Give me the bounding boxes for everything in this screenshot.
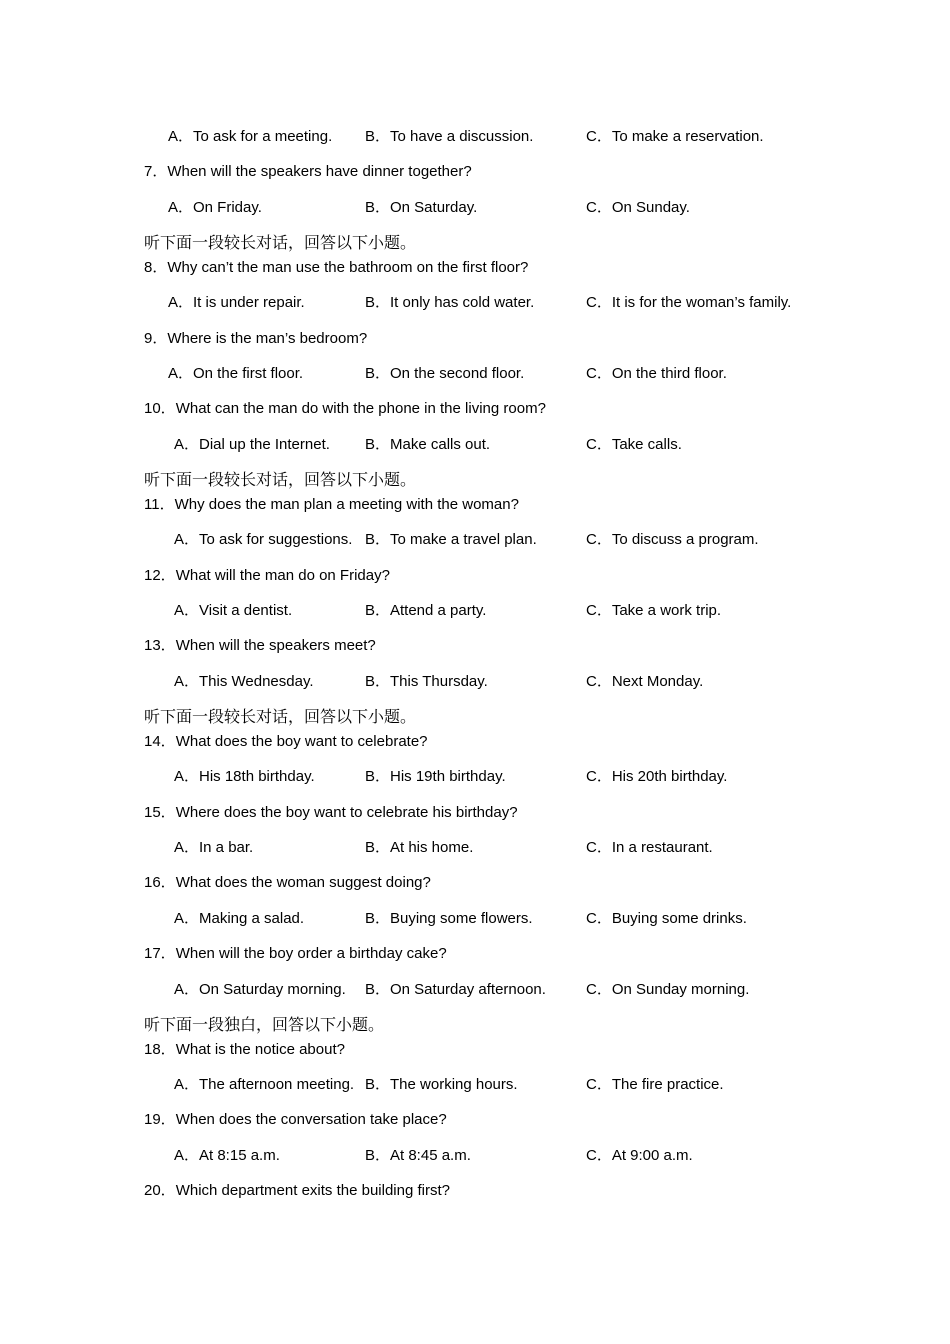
option-b: B．The working hours. <box>365 1076 518 1093</box>
option-a: A．To ask for suggestions. <box>174 531 353 548</box>
option-b: B．To make a travel plan. <box>365 531 537 548</box>
question-number: 19． <box>144 1111 176 1128</box>
question-number: 16． <box>144 874 176 891</box>
question-7-options <box>0 198 950 218</box>
section-instruction: 听下面一段独白，回答以下小题。 <box>144 1015 385 1034</box>
question-number: 14． <box>144 733 176 750</box>
question-text: Which department exits the building first? <box>175 1182 450 1199</box>
option-b: B．At 8:45 a.m. <box>365 1147 471 1164</box>
question-number: 13． <box>144 637 176 654</box>
option-a: A．Making a salad. <box>174 910 305 927</box>
question-number: 20． <box>144 1182 176 1199</box>
option-c: C．Take calls. <box>586 436 682 453</box>
option-b: B．His 19th birthday. <box>365 768 506 785</box>
option-b: B．On Saturday afternoon. <box>365 981 546 998</box>
question-10-prompt <box>144 399 546 419</box>
question-number: 9． <box>144 330 168 347</box>
section-instruction: 听下面一段较长对话，回答以下小题。 <box>144 233 417 252</box>
question-text: What does the boy want to celebrate? <box>175 733 428 750</box>
question-number: 17． <box>144 945 176 962</box>
option-c: C．Buying some drinks. <box>586 910 747 927</box>
question-18-options <box>0 1075 950 1095</box>
option-b: B．On the second floor. <box>365 365 525 382</box>
option-a: A．The afternoon meeting. <box>174 1076 355 1093</box>
question-16-options <box>0 909 950 929</box>
question-text: Why does the man plan a meeting with the woman? <box>174 496 519 513</box>
option-c: C．To discuss a program. <box>586 531 759 548</box>
option-a: A．At 8:15 a.m. <box>174 1147 280 1164</box>
option-c: C．His 20th birthday. <box>586 768 728 785</box>
option-a: A．On Saturday morning. <box>174 981 346 998</box>
option-c: C．On Sunday morning. <box>586 981 750 998</box>
option-c: C．On Sunday. <box>586 199 690 216</box>
option-c: C．At 9:00 a.m. <box>586 1147 693 1164</box>
question-text: What can the man do with the phone in the living room? <box>175 400 546 417</box>
question-text: What will the man do on Friday? <box>175 567 390 584</box>
option-b: B．Buying some flowers. <box>365 910 533 927</box>
question-number: 8． <box>144 259 168 276</box>
option-b: B．Make calls out. <box>365 436 491 453</box>
section-instruction: 听下面一段较长对话，回答以下小题。 <box>144 707 417 726</box>
option-b: B．To have a discussion. <box>365 128 534 145</box>
question-text: Where is the man’s bedroom? <box>167 330 368 347</box>
question-text: When will the speakers have dinner together? <box>167 163 472 180</box>
option-c: C．On the third floor. <box>586 365 727 382</box>
question-13-prompt <box>144 636 376 656</box>
question-19-prompt <box>144 1110 447 1130</box>
question-13-options <box>0 672 950 692</box>
option-a: A．Visit a dentist. <box>174 602 293 619</box>
question-12-prompt <box>144 566 390 586</box>
option-a: A．On the first floor. <box>168 365 304 382</box>
question-14-prompt <box>144 732 428 752</box>
question-11-prompt <box>144 495 519 515</box>
option-b: B．Attend a party. <box>365 602 487 619</box>
question-18-prompt <box>144 1040 345 1060</box>
question-text: When does the conversation take place? <box>175 1111 447 1128</box>
question-11-options <box>0 530 950 550</box>
question-8-options <box>0 293 950 313</box>
question-15-prompt <box>144 803 518 823</box>
question-15-options <box>0 838 950 858</box>
option-b: B．It only has cold water. <box>365 294 535 311</box>
question-number: 18． <box>144 1041 176 1058</box>
question-number: 10． <box>144 400 176 417</box>
question-20-prompt <box>144 1181 450 1201</box>
question-10-options <box>0 435 950 455</box>
question-text: Why can’t the man use the bathroom on the first floor? <box>167 259 529 276</box>
question-number: 12． <box>144 567 176 584</box>
option-a: A．His 18th birthday. <box>174 768 315 785</box>
option-a: A．This Wednesday. <box>174 673 314 690</box>
option-b: B．On Saturday. <box>365 199 478 216</box>
option-c: C．To make a reservation. <box>586 128 764 145</box>
option-a: A．It is under repair. <box>168 294 305 311</box>
question-text: What does the woman suggest doing? <box>175 874 431 891</box>
option-a: A．To ask for a meeting. <box>168 128 333 145</box>
option-c: C．Next Monday. <box>586 673 704 690</box>
question-17-prompt <box>144 944 447 964</box>
option-a: A．In a bar. <box>174 839 254 856</box>
option-c: C．In a restaurant. <box>586 839 713 856</box>
question-number: 11． <box>144 496 175 513</box>
option-a: A．Dial up the Internet. <box>174 436 330 453</box>
question-text: What is the notice about? <box>175 1041 345 1058</box>
question-16-prompt <box>144 873 431 893</box>
question-8-prompt <box>144 258 528 278</box>
question-7-prompt <box>144 162 472 182</box>
section-instruction: 听下面一段较长对话，回答以下小题。 <box>144 470 417 489</box>
option-c: C．It is for the woman’s family. <box>586 294 792 311</box>
question-12-options <box>0 601 950 621</box>
question-14-options <box>0 767 950 787</box>
question-17-options <box>0 980 950 1000</box>
question-text: Where does the boy want to celebrate his birthday? <box>175 804 518 821</box>
question-9-options <box>0 364 950 384</box>
option-b: B．This Thursday. <box>365 673 488 690</box>
option-c: C．The fire practice. <box>586 1076 724 1093</box>
question-text: When will the speakers meet? <box>175 637 376 654</box>
question-6-options <box>0 127 950 147</box>
question-text: When will the boy order a birthday cake? <box>175 945 447 962</box>
question-number: 7． <box>144 163 168 180</box>
question-19-options <box>0 1146 950 1166</box>
option-b: B．At his home. <box>365 839 474 856</box>
question-number: 15． <box>144 804 176 821</box>
option-c: C．Take a work trip. <box>586 602 722 619</box>
option-a: A．On Friday. <box>168 199 262 216</box>
question-9-prompt <box>144 329 367 349</box>
